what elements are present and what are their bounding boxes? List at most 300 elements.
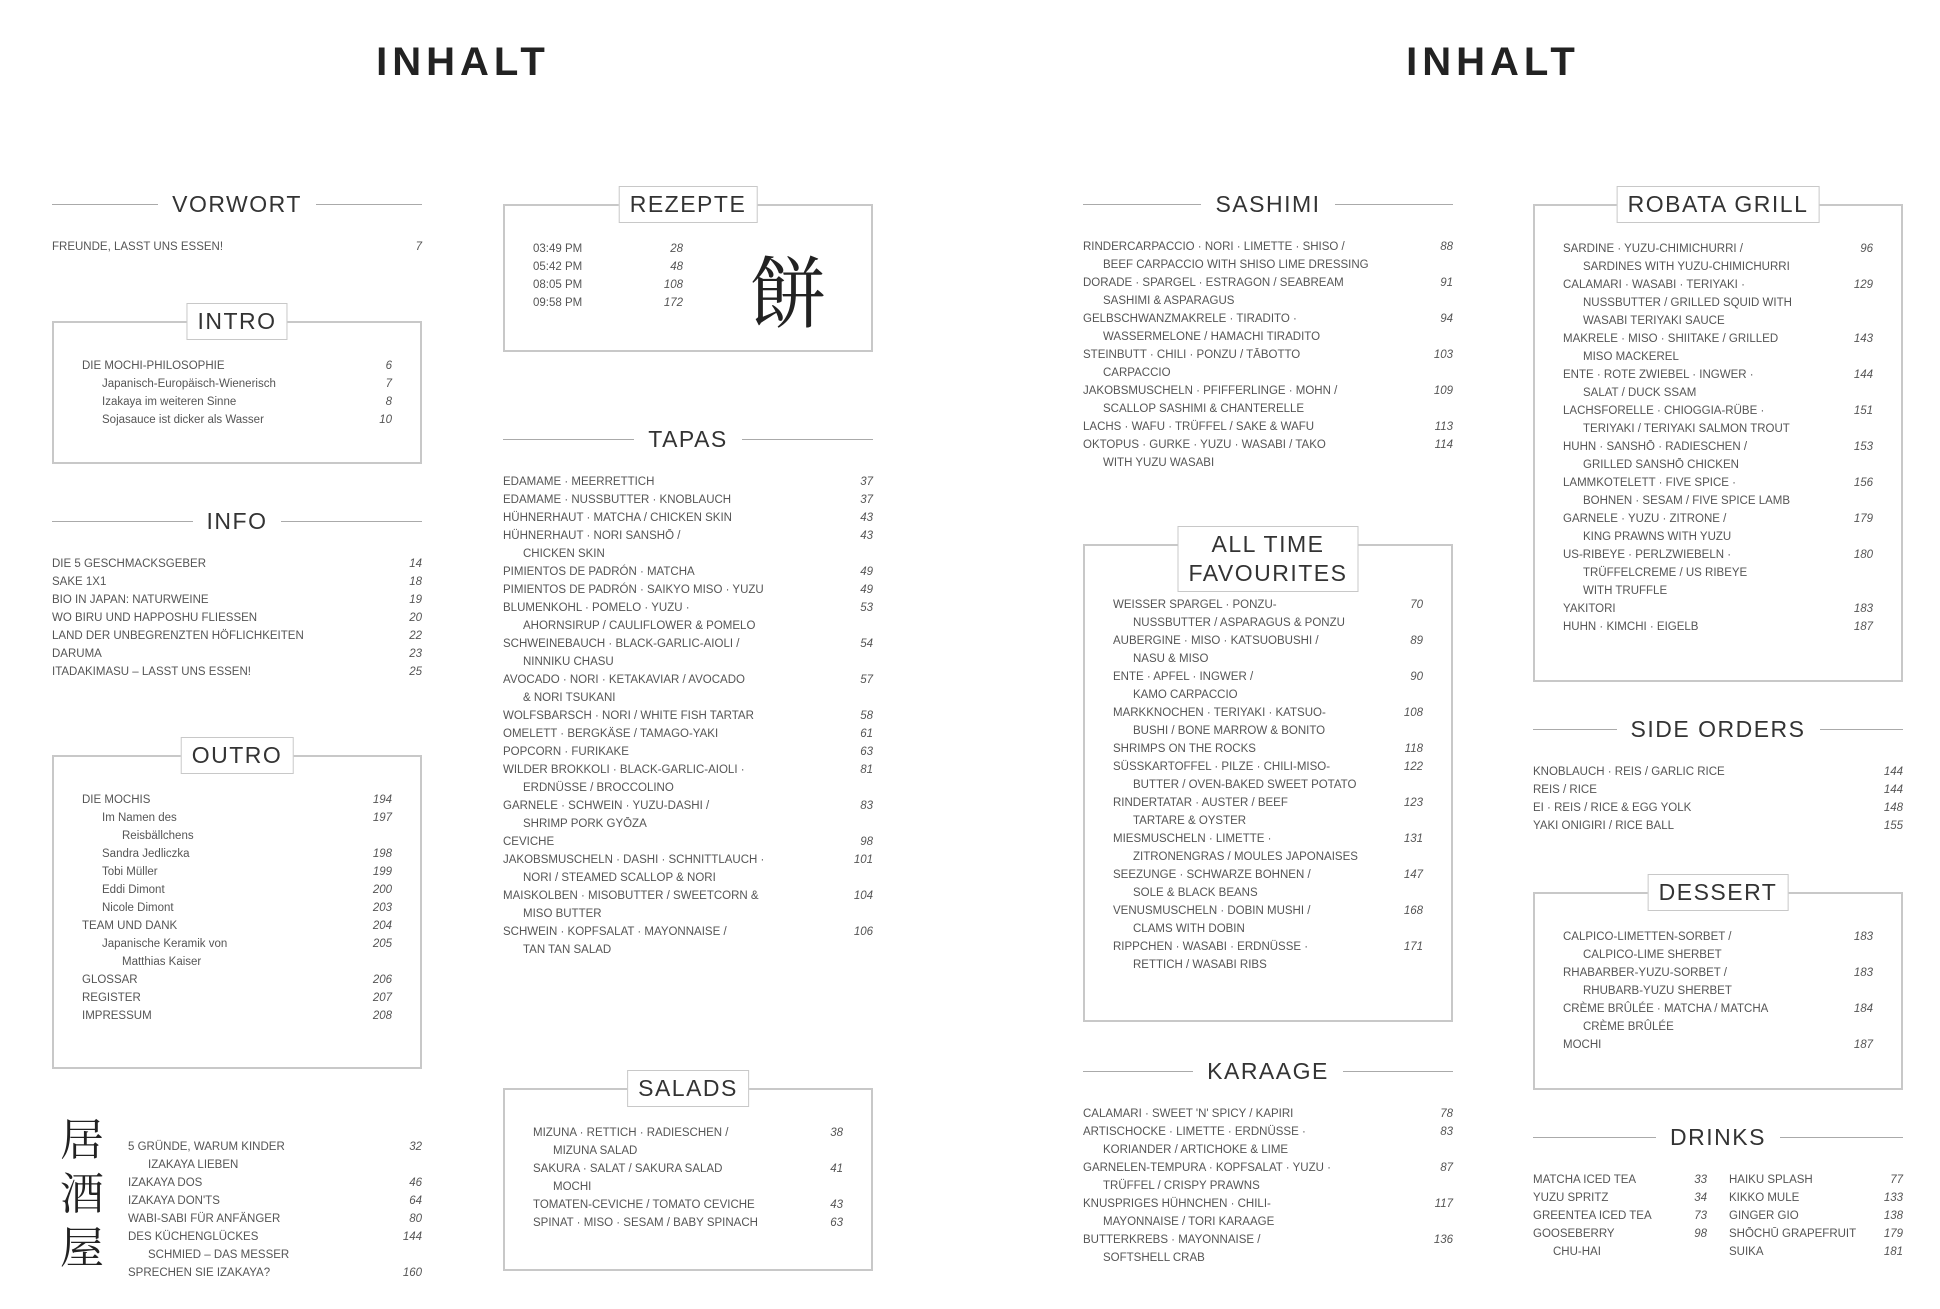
entry-page: 70 <box>1410 599 1423 611</box>
entry-page: 204 <box>372 920 392 932</box>
entry-page: 197 <box>372 812 392 824</box>
entry-title: Im Namen des Reisbällchens <box>102 812 194 842</box>
toc-entry <box>52 663 422 681</box>
entry-title: Japanische Keramik von Matthias Kaiser <box>102 938 228 968</box>
toc-entry <box>1083 274 1453 310</box>
toc-entry <box>82 989 392 1007</box>
toc-entry <box>52 627 422 645</box>
entry-title: OKTOPUS · GURKE · YUZU · WASABI / TAKO WITH YUZU WASABI <box>1083 439 1326 469</box>
toc-entry <box>128 1210 422 1228</box>
entry-title: DES KÜCHENGLÜCKES SCHMIED – DAS MESSER <box>128 1231 290 1261</box>
section-dessert <box>1533 879 1903 1090</box>
entry-page: 200 <box>372 884 392 896</box>
toc-entry <box>82 809 392 845</box>
entry-page: 147 <box>1403 869 1423 881</box>
toc-entry <box>503 851 873 887</box>
entry-title: CALAMARI · SWEET 'N' SPICY / KAPIRI <box>1083 1108 1294 1120</box>
entry-page: 38 <box>830 1127 843 1139</box>
entry-page: 37 <box>860 494 873 506</box>
entry-page: 20 <box>409 612 422 624</box>
entry-title: RINDERTATAR · AUSTER / BEEF TARTARE & OYSTER <box>1113 797 1288 827</box>
entry-title: BUTTERKREBS · MAYONNAISE / SOFTSHELL CRAB <box>1083 1234 1261 1264</box>
toc-entry <box>1729 1189 1903 1207</box>
toc-entry <box>1563 546 1873 600</box>
entry-page: 89 <box>1410 635 1423 647</box>
entry-title: SHŌCHŪ GRAPEFRUIT <box>1729 1228 1857 1240</box>
entry-page: 10 <box>379 414 392 426</box>
entry-title: BLUMENKOHL · POMELO · YUZU · AHORNSIRUP / CAULIFLOWER & POMELO <box>503 602 756 632</box>
toc-entry <box>1563 438 1873 474</box>
toc-entry <box>1563 240 1873 276</box>
toc-entry <box>82 971 392 989</box>
entry-title: MATCHA ICED TEA <box>1533 1174 1637 1186</box>
toc-entry <box>503 743 873 761</box>
toc-entry <box>52 591 422 609</box>
entry-page: 181 <box>1883 1246 1903 1258</box>
toc-entry <box>503 761 873 797</box>
toc-entry <box>1563 276 1873 330</box>
toc-entry <box>503 923 873 959</box>
entry-page: 179 <box>1853 513 1873 525</box>
entry-page: 25 <box>409 666 422 678</box>
entry-title: KNUSPRIGES HÜHNCHEN · CHILI- MAYONNAISE / TORI KARAAGE <box>1083 1198 1275 1228</box>
toc-entry <box>503 491 873 509</box>
toc-list <box>82 791 392 1025</box>
toc-entry <box>533 294 683 312</box>
toc-entry <box>1563 1000 1873 1036</box>
entry-page: 113 <box>1434 421 1453 433</box>
entry-page: 18 <box>409 576 422 588</box>
entry-page: 61 <box>860 728 873 740</box>
entry-page: 63 <box>830 1217 843 1229</box>
toc-entry <box>1533 1225 1707 1261</box>
toc-entry <box>1113 758 1423 794</box>
entry-page: 33 <box>1694 1174 1707 1186</box>
toc-entry <box>82 881 392 899</box>
entry-title: GELBSCHWANZMAKRELE · TIRADITO · WASSERMELONE / HAMACHI TIRADITO <box>1083 313 1321 343</box>
toc-entry <box>533 258 683 276</box>
section-tapas <box>503 423 873 959</box>
entry-page: 117 <box>1434 1198 1453 1210</box>
entry-page: 199 <box>372 866 392 878</box>
entry-page: 104 <box>853 890 873 902</box>
entry-page: 54 <box>860 638 873 650</box>
section-info <box>52 505 422 681</box>
toc-entry <box>82 935 392 971</box>
entry-page: 155 <box>1883 820 1903 832</box>
entry-title: EDAMAME · MEERRETTICH <box>503 476 655 488</box>
entry-title: MOCHI <box>1563 1039 1602 1051</box>
toc-entry <box>1083 346 1453 382</box>
entry-page: 123 <box>1403 797 1423 809</box>
toc-entry <box>1113 866 1423 902</box>
entry-title: CRÈME BRÛLÉE · MATCHA / MATCHA CRÈME BRÛLÉE <box>1563 1003 1769 1033</box>
entry-title: GREENTEA ICED TEA <box>1533 1210 1652 1222</box>
entry-title: RIPPCHEN · WASABI · ERDNÜSSE · RETTICH / WASABI RIBS <box>1113 941 1309 971</box>
entry-page: 156 <box>1853 477 1873 489</box>
section-vorwort <box>52 188 422 256</box>
toc-entry <box>1729 1243 1903 1261</box>
toc-list <box>1533 1171 1707 1261</box>
toc-entry <box>503 509 873 527</box>
entry-page: 122 <box>1403 761 1423 773</box>
entry-page: 94 <box>1440 313 1453 325</box>
entry-title: DIE MOCHI-PHILOSOPHIE <box>82 360 225 372</box>
entry-title: SEEZUNGE · SCHWARZE BOHNEN / SOLE & BLACK BEANS <box>1113 869 1311 899</box>
section-heading: SALADS <box>627 1070 749 1107</box>
section-heading: DESSERT <box>1648 874 1789 911</box>
toc-entry <box>503 527 873 563</box>
toc-entry <box>82 393 392 411</box>
entry-page: 203 <box>372 902 392 914</box>
entry-title: TOMATEN-CEVICHE / TOMATO CEVICHE <box>533 1199 755 1211</box>
toc-entry <box>1113 938 1423 974</box>
entry-page: 168 <box>1403 905 1423 917</box>
mochi-kanji: 餅 <box>748 250 827 338</box>
toc-entry <box>1533 1171 1707 1189</box>
entry-page: 43 <box>860 530 873 542</box>
toc-entry <box>1083 238 1453 274</box>
entry-title: SCHWEIN · KOPFSALAT · MAYONNAISE / TAN TAN SALAD <box>503 926 727 956</box>
toc-entry <box>1113 632 1423 668</box>
entry-title: MARKKNOCHEN · TERIYAKI · KATSUO- BUSHI / BONE MARROW & BONITO <box>1113 707 1326 737</box>
entry-page: 148 <box>1883 802 1903 814</box>
entry-title: FREUNDE, LASST UNS ESSEN! <box>52 241 224 253</box>
toc-entry <box>82 899 392 917</box>
entry-page: 81 <box>860 764 873 776</box>
entry-title: MAKRELE · MISO · SHIITAKE / GRILLED MISO MACKEREL <box>1563 333 1779 363</box>
entry-page: 32 <box>409 1141 422 1153</box>
toc-list <box>1729 1171 1903 1261</box>
entry-page: 208 <box>372 1010 392 1022</box>
izakaya-kanji <box>52 1114 112 1276</box>
toc-entry <box>533 1124 843 1160</box>
toc-entry <box>1563 928 1873 964</box>
toc-entry <box>82 845 392 863</box>
entry-title: Izakaya im weiteren Sinne <box>102 396 237 408</box>
toc-list <box>533 240 683 312</box>
entry-title: SPINAT · MISO · SESAM / BABY SPINACH <box>533 1217 758 1229</box>
toc-list <box>1113 596 1423 974</box>
entry-page: 187 <box>1853 621 1873 633</box>
toc-entry <box>1563 600 1873 618</box>
toc-list <box>533 1124 843 1232</box>
drinks-grid <box>1533 1171 1903 1261</box>
entry-title: DIE 5 GESCHMACKSGEBER <box>52 558 207 570</box>
entry-page: 131 <box>1403 833 1423 845</box>
toc-entry <box>1083 418 1453 436</box>
entry-title: SCHWEINEBAUCH · BLACK-GARLIC-AIOLI / NINNIKU CHASU <box>503 638 740 668</box>
entry-title: JAKOBSMUSCHELN · PFIFFERLINGE · MOHN / SCALLOP SASHIMI & CHANTERELLE <box>1083 385 1338 415</box>
toc-entry <box>82 411 392 429</box>
toc-entry <box>1563 510 1873 546</box>
toc-entry <box>1083 436 1453 472</box>
entry-title: YAKI ONIGIRI / RICE BALL <box>1533 820 1675 832</box>
section-heading: ROBATA GRILL <box>1617 186 1820 223</box>
entry-title: ITADAKIMASU – LASST UNS ESSEN! <box>52 666 251 678</box>
toc-entry <box>1533 1189 1707 1207</box>
toc-entry <box>52 645 422 663</box>
entry-title: EI · REIS / RICE & EGG YOLK <box>1533 802 1692 814</box>
entry-page: 206 <box>372 974 392 986</box>
entry-title: GARNELEN-TEMPURA · KOPFSALAT · YUZU · TRÜFFEL / CRISPY PRAWNS <box>1083 1162 1331 1192</box>
toc-entry <box>1563 402 1873 438</box>
toc-entry <box>82 1007 392 1025</box>
entry-title: DORADE · SPARGEL · ESTRAGON / SEABREAM SASHIMI & ASPARAGUS <box>1083 277 1344 307</box>
entry-page: 41 <box>830 1163 843 1175</box>
toc-entry <box>533 276 683 294</box>
entry-page: 34 <box>1694 1192 1707 1204</box>
section-intro <box>52 308 422 464</box>
entry-page: 179 <box>1883 1228 1903 1240</box>
toc-entry <box>52 238 422 256</box>
entry-title: TEAM UND DANK <box>82 920 178 932</box>
section-heading: SASHIMI <box>1083 188 1453 220</box>
section-heading: SIDE ORDERS <box>1533 713 1903 745</box>
entry-title: WABI-SABI FÜR ANFÄNGER <box>128 1213 281 1225</box>
toc-entry <box>1083 1195 1453 1231</box>
toc-entry <box>52 609 422 627</box>
entry-title: RINDERCARPACCIO · NORI · LIMETTE · SHISO / BEEF CARPACCIO WITH SHISO LIME DRESSING <box>1083 241 1369 271</box>
entry-title: GARNELE · YUZU · ZITRONE / KING PRAWNS WITH YUZU <box>1563 513 1732 543</box>
toc-entry <box>1113 596 1423 632</box>
entry-page: 160 <box>402 1267 422 1279</box>
toc-list <box>1083 238 1453 472</box>
toc-entry <box>1083 382 1453 418</box>
toc-entry <box>533 1196 843 1214</box>
toc-list <box>128 1138 422 1282</box>
entry-title: CEVICHE <box>503 836 555 848</box>
entry-page: 101 <box>853 854 873 866</box>
entry-title: GLOSSAR <box>82 974 138 986</box>
section-drinks <box>1533 1121 1903 1261</box>
entry-page: 184 <box>1853 1003 1873 1015</box>
entry-title: 08:05 PM <box>533 279 583 291</box>
entry-page: 19 <box>409 594 422 606</box>
toc-entry <box>128 1138 422 1174</box>
entry-page: 183 <box>1853 931 1873 943</box>
toc-entry <box>503 473 873 491</box>
section-salads <box>503 1075 873 1271</box>
entry-page: 98 <box>1694 1228 1707 1240</box>
section-karaage <box>1083 1055 1453 1267</box>
entry-page: 43 <box>860 512 873 524</box>
toc-entry <box>1533 781 1903 799</box>
entry-page: 83 <box>860 800 873 812</box>
entry-title: AVOCADO · NORI · KETAKAVIAR / AVOCADO & NORI TSUKANI <box>503 674 745 704</box>
toc-entry <box>503 563 873 581</box>
entry-title: LACHSFORELLE · CHIOGGIA-RÜBE · TERIYAKI / TERIYAKI SALMON TROUT <box>1563 405 1790 435</box>
toc-entry <box>82 863 392 881</box>
entry-title: ENTE · APFEL · INGWER / KAMO CARPACCIO <box>1113 671 1254 701</box>
toc-entry <box>1083 1159 1453 1195</box>
entry-title: MIESMUSCHELN · LIMETTE · ZITRONENGRAS / MOULES JAPONAISES <box>1113 833 1358 863</box>
entry-title: REIS / RICE <box>1533 784 1597 796</box>
entry-page: 198 <box>372 848 392 860</box>
toc-entry <box>503 833 873 851</box>
entry-title: Tobi Müller <box>102 866 158 878</box>
entry-title: HUHN · KIMCHI · EIGELB <box>1563 621 1699 633</box>
entry-page: 8 <box>385 396 392 408</box>
entry-title: HÜHNERHAUT · NORI SANSHŌ / CHICKEN SKIN <box>503 530 681 560</box>
entry-page: 144 <box>1883 766 1903 778</box>
entry-page: 28 <box>670 243 683 255</box>
page-title-left: INHALT <box>376 40 550 84</box>
entry-page: 49 <box>860 584 873 596</box>
entry-title: CALPICO-LIMETTEN-SORBET / CALPICO-LIME SHERBET <box>1563 931 1732 961</box>
entry-page: 144 <box>1853 369 1873 381</box>
toc-entry <box>1113 902 1423 938</box>
entry-title: SARDINE · YUZU-CHIMICHURRI / SARDINES WITH YUZU-CHIMICHURRI <box>1563 243 1790 273</box>
toc-entry <box>82 357 392 375</box>
entry-page: 88 <box>1440 241 1453 253</box>
entry-page: 114 <box>1434 439 1453 451</box>
toc-entry <box>1113 704 1423 740</box>
section-heading: KARAAGE <box>1083 1055 1453 1087</box>
entry-title: Japanisch-Europäisch-Wienerisch <box>102 378 276 390</box>
toc-entry <box>533 1214 843 1232</box>
toc-entry <box>1563 366 1873 402</box>
toc-entry <box>1729 1171 1903 1189</box>
entry-title: KIKKO MULE <box>1729 1192 1800 1204</box>
entry-page: 78 <box>1440 1108 1453 1120</box>
entry-page: 90 <box>1410 671 1423 683</box>
entry-title: CALAMARI · WASABI · TERIYAKI · NUSSBUTTER / GRILLED SQUID WITH WASABI TERIYAKI SAUCE <box>1563 279 1792 327</box>
entry-page: 118 <box>1404 743 1423 755</box>
section-heading: VORWORT <box>52 188 422 220</box>
entry-title: PIMIENTOS DE PADRÓN · MATCHA <box>503 566 695 578</box>
entry-title: SAKURA · SALAT / SAKURA SALAD MOCHI <box>533 1163 723 1193</box>
toc-entry <box>1729 1225 1903 1243</box>
entry-page: 151 <box>1853 405 1873 417</box>
entry-page: 183 <box>1853 603 1873 615</box>
toc-entry <box>1083 1105 1453 1123</box>
toc-entry <box>1083 1231 1453 1267</box>
entry-title: HUHN · SANSHŌ · RADIESCHEN / GRILLED SANSHŌ CHICKEN <box>1563 441 1748 471</box>
entry-page: 6 <box>385 360 392 372</box>
entry-title: DARUMA <box>52 648 102 660</box>
toc-entry <box>1083 310 1453 346</box>
entry-title: ARTISCHOCKE · LIMETTE · ERDNÜSSE · KORIANDER / ARTICHOKE & LIME <box>1083 1126 1306 1156</box>
entry-page: 49 <box>860 566 873 578</box>
entry-title: WOLFSBARSCH · NORI / WHITE FISH TARTAR <box>503 710 754 722</box>
entry-title: 03:49 PM <box>533 243 583 255</box>
toc-list <box>1083 1105 1453 1267</box>
entry-page: 53 <box>860 602 873 614</box>
toc-entry <box>533 1160 843 1196</box>
entry-page: 7 <box>385 378 392 390</box>
entry-page: 73 <box>1694 1210 1707 1222</box>
toc-entry <box>1113 830 1423 866</box>
entry-page: 172 <box>663 297 683 309</box>
toc-list <box>1563 928 1873 1054</box>
toc-entry <box>1083 1123 1453 1159</box>
entry-title: 09:58 PM <box>533 297 583 309</box>
entry-title: 5 GRÜNDE, WARUM KINDER IZAKAYA LIEBEN <box>128 1141 285 1171</box>
toc-entry <box>1113 668 1423 704</box>
toc-entry <box>1729 1207 1903 1225</box>
section-sides <box>1533 713 1903 835</box>
entry-title: SPRECHEN SIE IZAKAYA? <box>128 1267 271 1279</box>
toc-list <box>82 357 392 429</box>
entry-title: HAIKU SPLASH <box>1729 1174 1813 1186</box>
entry-page: 136 <box>1433 1234 1453 1246</box>
entry-title: GARNELE · SCHWEIN · YUZU-DASHI / SHRIMP PORK GYŌZA <box>503 800 710 830</box>
entry-page: 58 <box>860 710 873 722</box>
toc-entry <box>503 797 873 833</box>
entry-title: AUBERGINE · MISO · KATSUOBUSHI / NASU & MISO <box>1113 635 1319 665</box>
entry-title: SAKE 1X1 <box>52 576 107 588</box>
entry-page: 80 <box>409 1213 422 1225</box>
toc-entry <box>52 573 422 591</box>
toc-entry <box>1563 330 1873 366</box>
entry-page: 87 <box>1440 1162 1453 1174</box>
kanji-zaka: 酒 <box>60 1170 104 1219</box>
entry-title: SÜSSKARTOFFEL · PILZE · CHILI-MISO- BUTTER / OVEN-BAKED SWEET POTATO <box>1113 761 1357 791</box>
entry-title: MIZUNA · RETTICH · RADIESCHEN / MIZUNA SALAD <box>533 1127 729 1157</box>
entry-page: 106 <box>853 926 873 938</box>
entry-title: OMELETT · BERGKÄSE / TAMAGO-YAKI <box>503 728 719 740</box>
toc-list <box>1563 240 1873 636</box>
entry-page: 108 <box>1403 707 1423 719</box>
entry-title: DIE MOCHIS <box>82 794 151 806</box>
entry-title: EDAMAME · NUSSBUTTER · KNOBLAUCH <box>503 494 732 506</box>
toc-entry <box>503 599 873 635</box>
toc-entry <box>1113 740 1423 758</box>
entry-page: 103 <box>1433 349 1453 361</box>
toc-entry <box>533 240 683 258</box>
entry-page: 187 <box>1853 1039 1873 1051</box>
toc-entry <box>128 1192 422 1210</box>
section-robata <box>1533 191 1903 682</box>
entry-title: WEISSER SPARGEL · PONZU- NUSSBUTTER / ASPARAGUS & PONZU <box>1113 599 1345 629</box>
entry-title: BIO IN JAPAN: NATURWEINE <box>52 594 209 606</box>
section-heading: OUTRO <box>181 737 294 774</box>
toc-list <box>503 473 873 959</box>
toc-list <box>52 555 422 681</box>
entry-page: 43 <box>830 1199 843 1211</box>
toc-entry <box>82 917 392 935</box>
entry-title: REGISTER <box>82 992 141 1004</box>
entry-page: 171 <box>1403 941 1423 953</box>
toc-entry <box>1563 474 1873 510</box>
entry-title: Sandra Jedliczka <box>102 848 190 860</box>
entry-title: IZAKAYA DOS <box>128 1177 203 1189</box>
entry-page: 14 <box>409 558 422 570</box>
entry-page: 207 <box>372 992 392 1004</box>
section-rezepte <box>503 191 873 352</box>
entry-title: HÜHNERHAUT · MATCHA / CHICKEN SKIN <box>503 512 732 524</box>
toc-entry <box>128 1264 422 1282</box>
entry-title: SUIKA <box>1729 1246 1764 1258</box>
entry-title: POPCORN · FURIKAKE <box>503 746 629 758</box>
entry-title: WO BIRU UND HAPPOSHU FLIESSEN <box>52 612 258 624</box>
section-heading: DRINKS <box>1533 1121 1903 1153</box>
entry-page: 37 <box>860 476 873 488</box>
section-sashimi <box>1083 188 1453 472</box>
entry-title: YUZU SPRITZ <box>1533 1192 1609 1204</box>
entry-title: US-RIBEYE · PERLZWIEBELN · TRÜFFELCREME / US RIBEYE WITH TRUFFLE <box>1563 549 1748 597</box>
toc-entry <box>1113 794 1423 830</box>
toc-entry <box>503 635 873 671</box>
entry-page: 153 <box>1853 441 1873 453</box>
section-outro <box>52 742 422 1069</box>
toc-entry <box>503 887 873 923</box>
entry-page: 108 <box>663 279 683 291</box>
entry-title: MAISKOLBEN · MISOBUTTER / SWEETCORN & MISO BUTTER <box>503 890 759 920</box>
entry-page: 91 <box>1440 277 1453 289</box>
entry-page: 133 <box>1883 1192 1903 1204</box>
